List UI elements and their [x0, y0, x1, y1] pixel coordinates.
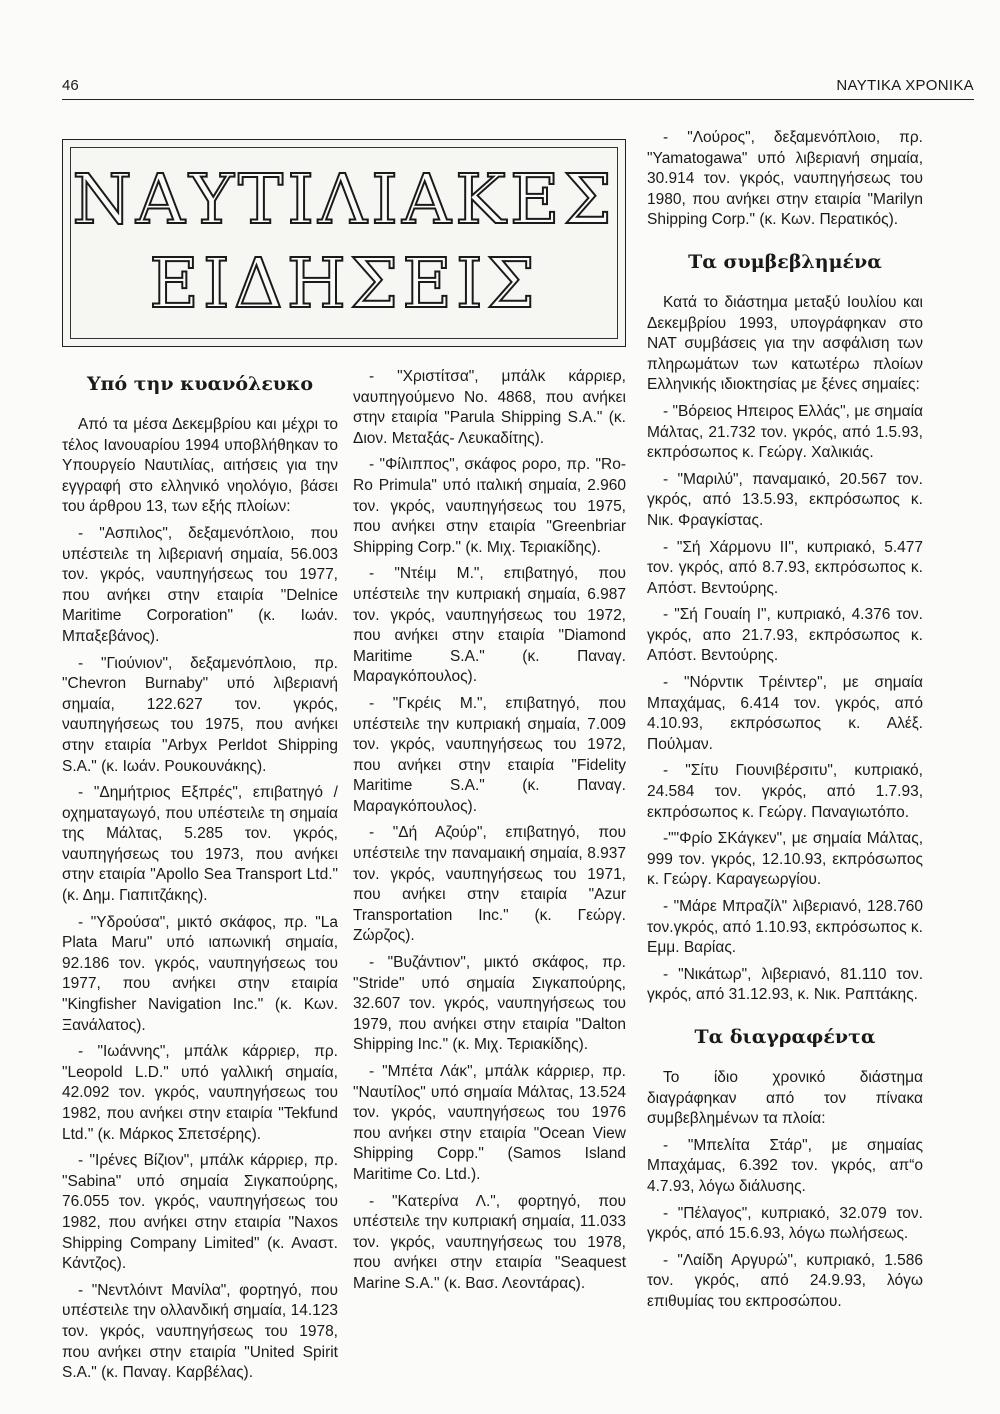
ship-entry: - "Υδρούσα", μικτό σκάφος, πρ. "La Plata Maru" υπό ιαπωνική σημαία, 92.186 τον. γκρός, ναυπηγήσεως του 1977, που ανήκει στην εταιρία "Kingfisher Navigation Inc." (κ. Κων. Ξανάλατος). — [62, 913, 338, 1034]
ship-entry: - "Γκρέις Μ.", επιβατηγό, που υπέστειλε την κυπριακή σημαία, 7.009 τον. γκρός, ναυπηγήσεως του 1972, που ανήκει στην εταιρία "Fidelity Maritime S.A." (κ. Παναγ. Μαραγκόπουλος). — [353, 694, 626, 815]
section-heading-blue-white: Υπό την κυανόλευκο — [86, 373, 314, 395]
contract-entry: - "Βόρειος Ηπειρος Ελλάς", με σημαία Μάλτας, 21.732 τον. γκρός, από 1.5.93, εκπρόσωπος κ. Γεώργ. Χαλικιάς. — [647, 402, 923, 462]
contract-entry: - "Μαριλύ", παναμαικό, 20.567 τον. γκρός, από 13.5.93, εκπρόσωπος κ. Νικ. Φραγκίστας. — [647, 470, 923, 529]
deleted-entry: - "Πέλαγος", κυπριακό, 32.079 τον. γκρός, από 15.6.93, λόγω πωλήσεως. — [647, 1204, 923, 1243]
deleted-entry: - "Μπελίτα Στάρ", με σημαίας Μπαχάμας, 6.392 τον. γκρός, απ“ο 4.7.93, λόγω διάλυσης. — [647, 1136, 923, 1195]
ship-entry: - "Μπέτα Λάκ", μπάλκ κάρριερ, πρ. "Ναυτίλος" υπό σημαία Μάλτας, 13.524 τον. γκρός, ναυπηγήσεως του 1976 που ανήκει στην εταιρία "Ocean View Shipping Copp." (Samos Island Maritime Co. Ltd.). — [353, 1063, 626, 1183]
section-intro: Το ίδιο χρονικό διάστημα διαγράφηκαν από τον πίνακα συμβεβλημένων τα πλοία: — [647, 1068, 923, 1128]
contract-entry: - "Μάρε Μπραζίλ" λιβεριανό, 128.760 τον.γκρός, από 1.10.93, εκπρόσωπος κ. Εμμ. Βαρίας. — [647, 898, 923, 957]
section-heading-deleted: Τα διαγραφέντα — [694, 1025, 876, 1048]
section-heading-contracted: Τα συμβεβλημένα — [688, 250, 882, 273]
column-2 — [353, 367, 626, 1301]
title-frame — [70, 147, 618, 339]
contract-entry: - "Σή Γουαίη Ι", κυπριακό, 4.376 τον. γκρός, απο 21.7.93, εκπρόσωπος κ. Απόστ. Βεντούρης. — [647, 606, 923, 665]
ship-entry: - "Δή Αζούρ", επιβατηγό, που υπέστειλε την παναμαική σημαία, 8.937 τον. γκρός, ναυπηγήσεως του 1971, που ανήκει στην εταιρία "Azur Transportation Inc." (κ. Γεώργ. Ζώρζος). — [353, 824, 626, 945]
title-line-2: ΕΙΔΗΣΕΙΣ — [149, 245, 539, 324]
ship-entry: - "Ασπιλος", δεξαμενόπλοιο, που υπέστειλε τη λιβεριανή σημαία, 56.003 τον. γκρός, ναυπηγήσεως του 1977, που ανήκει στην εταιρία "Delnice Maritime Corporation" (κ. Ιωάν. Μπαξεβάνος). — [62, 524, 338, 645]
ship-entry: - "Λούρος", δεξαμενόπλοιο, πρ. "Yamatogawa" υπό λιβεριανή σημαία, 30.914 τον. γκρός, ναυπηγήσεως του 1980, που ανήκει στην εταιρία "Marilyn Shipping Corp." (κ. Κων. Περατικός). — [647, 129, 923, 229]
ship-entry: - "Βυζάντιον", μικτό σκάφος, πρ. "Stride" υπό σημαία Σιγκαπούρης, 32.607 τον. γκρός, ναυπηγήσεως του 1979, που ανήκει στην εταιρία "Dalton Shipping Inc." (κ. Μιχ. Τεριακίδης). — [353, 954, 626, 1054]
section-intro: Κατά το διάστημα μεταξύ Ιουλίου και Δεκεμβρίου 1993, υπογράφηκαν στο ΝΑΤ συμβάσεις για την ασφάλιση των πληρωμάτων των κατωτέρω πλοίων Ελληνικής ιδιοκτησίας με ξένες σημαίες: — [647, 293, 923, 394]
ship-entry: - "Ιρένες Βίζιον", μπάλκ κάρριερ, πρ. "Sabina" υπό σημαία Σιγκαπούρης, 76.055 τον. γκρός, ναυπηγήσεως του 1982, που ανήκει στην εταιρία "Naxos Shipping Company Limited" (κ. Αναστ. Κάντζος). — [62, 1152, 338, 1273]
header-rule — [62, 99, 974, 100]
contract-entry: - "Σή Χάρμονυ ΙΙ", κυπριακό, 5.477 τον. γκρός, από 8.7.93, εκπρόσωπος κ. Απόστ. Βεντούρης. — [647, 538, 923, 597]
title-box — [62, 139, 626, 347]
ship-entry: - "Ιωάννης", μπάλκ κάρριερ, πρ. "Leopold L.D." υπό γαλλική σημαία, 42.092 τον. γκρός, ναυπηγήσεως του 1982, που ανήκει στην εταιρία "Tekfund Ltd." (κ. Μάρκος Σπετσέρης). — [62, 1043, 338, 1143]
contract-entry: -""Φρίο ΣΚάγκεν", με σημαία Μάλτας, 999 τον. γκρός, 12.10.93, εκπρόσωπος κ. Γεώργ. Καραγεωργίου. — [647, 830, 923, 889]
column-1 — [62, 367, 338, 1390]
column-3 — [647, 128, 923, 1319]
ship-entry: - "Νεντλόιντ Μανίλα", φορτηγό, που υπέστειλε την ολλανδική σημαία, 14.123 τον. γκρός, ναυπηγήσεως του 1978, που ανήκει στην εταιρία "United Spirit S.A." (κ. Παναγ. Καρβέλας). — [62, 1281, 338, 1382]
ship-entry: - "Δημήτριος Εξπρές", επιβατηγό / οχηματαγωγό, που υπέστειλε τη σημαία της Μάλτας, 5.285 τον. γκρός, ναυπηγήσεως του 1973, που ανήκει στην εταιρία "Apollo Sea Transport Ltd." (κ. Δημ. Γιαπιτζάκης). — [62, 784, 338, 905]
ship-entry: - "Χριστίτσα", μπάλκ κάρριερ, ναυπηγούμενο No. 4868, που ανήκει στην εταιρία "Parula Shipping S.A." (κ. Διον. Μεταξάς- Λευκαδίτης). — [353, 368, 626, 447]
title-line-1: ΝΑΥΤΙΛΙΑΚΕΣ — [72, 161, 616, 240]
contract-entry: - "Νόρντικ Τρέιντερ", με σημαία Μπαχάμας, 6.414 τον. γκρός, από 4.10.93, εκπρόσωπος κ. Αλέξ. Πούλμαν. — [647, 674, 923, 753]
ship-entry: - "Φίλιππος", σκάφος ρορο, πρ. "Ro-Ro Primula" υπό ιταλική σημαία, 2.960 τον. γκρός, ναυπηγήσεως του 1975, που ανήκει στην εταιρία "Greenbriar Shipping Corp." (κ. Μιχ. Τεριακίδης). — [353, 456, 626, 556]
running-head: ΝΑΥΤΙΚΑ ΧΡΟΝΙΚΑ — [836, 77, 974, 94]
ship-entry: - "Κατερίνα Λ.", φορτηγό, που υπέστειλε την κυπριακή σημαία, 11.033 τον. γκρός, ναυπηγήσεως του 1978, που ανήκει στην εταιρία "Seaquest Marine S.A." (κ. Βασ. Λεοντάρας). — [353, 1192, 626, 1292]
page-number: 46 — [62, 77, 79, 94]
contract-entry: - "Νικάτωρ", λιβεριανό, 81.110 τον. γκρός, από 31.12.93, κ. Νικ. Ραπτάκης. — [647, 965, 923, 1004]
section-intro: Από τα μέσα Δεκεμβρίου και μέχρι το τέλος Ιανουαρίου 1994 υποβλήθηκαν το Υπουργείο Ναυτιλίας, αιτήσεις για την εγγραφή στο ελληνικό νηολόγιο, βάσει του άρθρου 13, των εξής πλοίων: — [62, 416, 338, 516]
deleted-entry: - "Λαίδη Αργυρώ", κυπριακό, 1.586 τον. γκρός, από 24.9.93, λόγω επιθυμίας του εκπροσώπου. — [647, 1251, 923, 1310]
ship-entry: - "Γιούνιον", δεξαμενόπλοιο, πρ. "Chevron Burnaby" υπό λιβεριανή σημαία, 122.627 τον. γκρός, ναυπηγήσεως του 1975, που ανήκει στην εταιρία "Arbyx Perldot Shipping S.A." (κ. Ιωάν. Ρουκουνάκης). — [62, 654, 338, 775]
contract-entry: - "Σίτυ Γιουνιβέρσιτυ", κυπριακό, 24.584 τον. γκρός, από 1.7.93, εκπρόσωπος κ. Γεώργ. Παναγιωτόπο. — [647, 762, 923, 821]
ship-entry: - "Ντέιμ Μ.", επιβατηγό, που υπέστειλε την κυπριακή σημαία, 6.987 τον. γκρός, ναυπηγήσεως του 1972, που ανήκει στην εταιρία "Diamond Maritime S.A." (κ. Παναγ. Μαραγκόπουλος). — [353, 565, 626, 686]
